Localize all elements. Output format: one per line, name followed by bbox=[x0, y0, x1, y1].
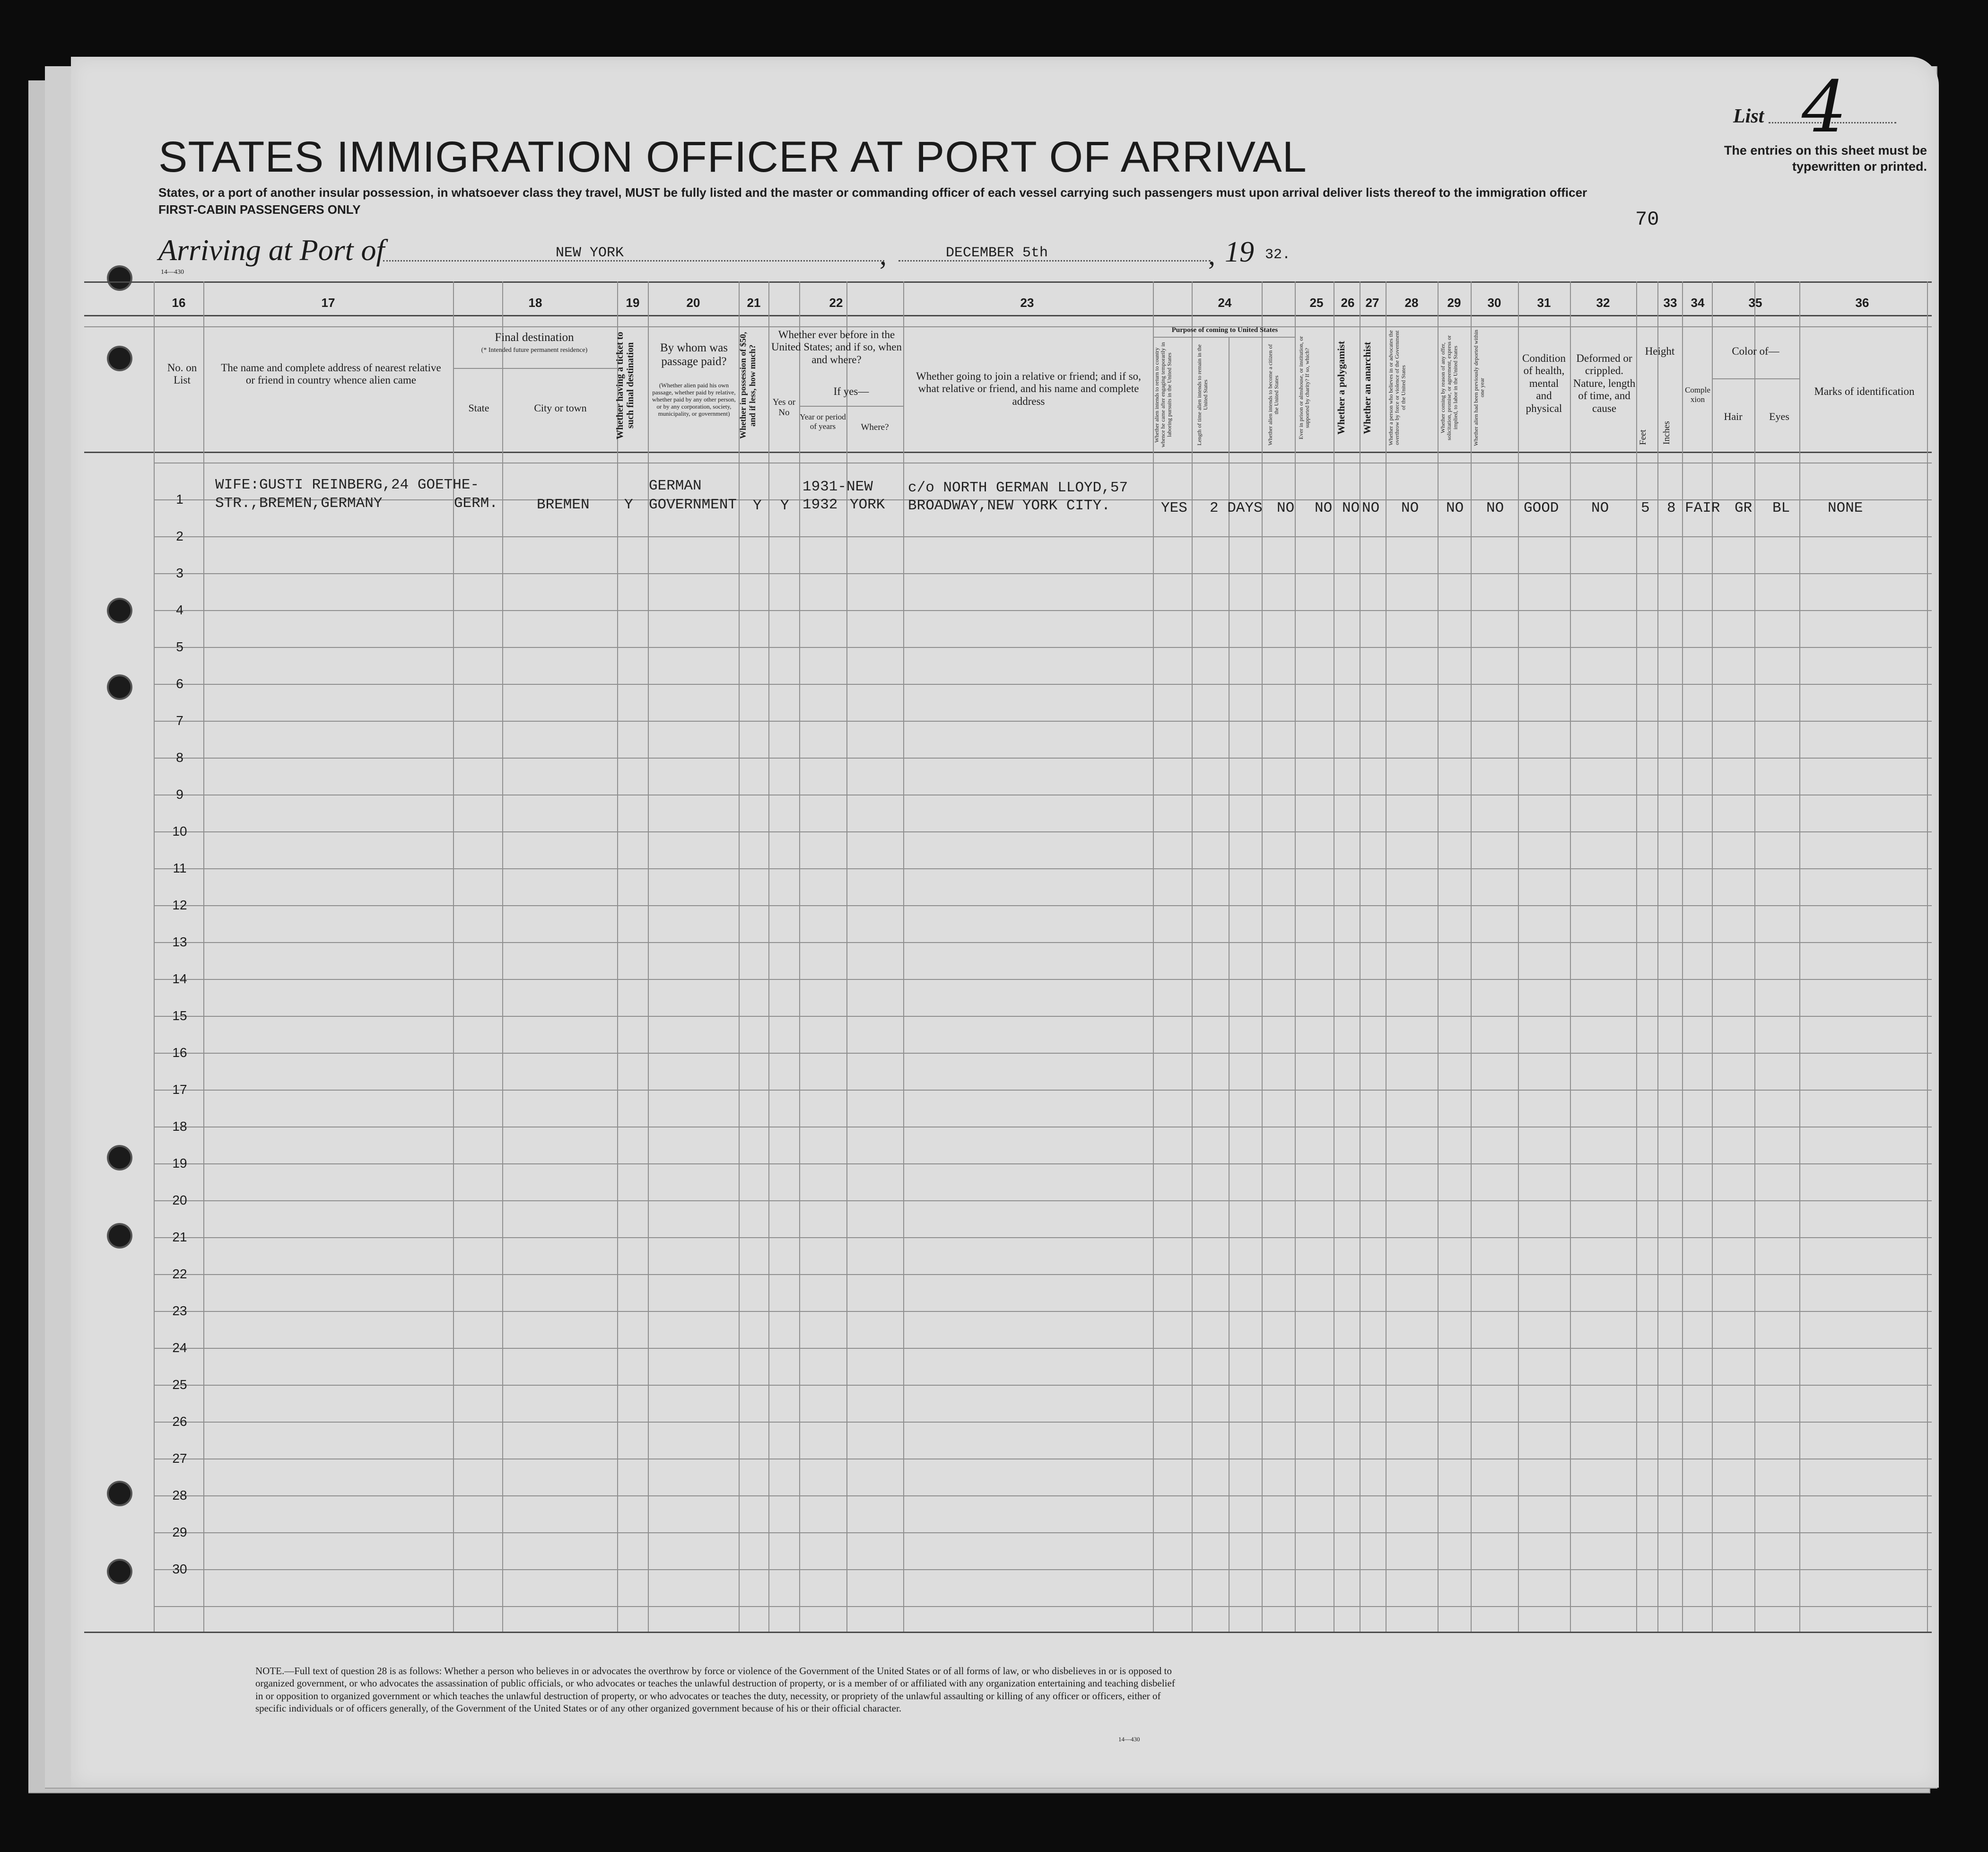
row-number: 26 bbox=[172, 1414, 187, 1429]
column-rule bbox=[1636, 281, 1637, 1632]
column-rule bbox=[1153, 281, 1154, 1632]
row-number: 4 bbox=[176, 603, 183, 617]
rule-dest-sub bbox=[454, 368, 617, 369]
row-rule bbox=[154, 1016, 1932, 1017]
header-prison: Ever in prison or almshouse, or institution, or supported by charity? If so, which? bbox=[1298, 336, 1311, 440]
row-number: 20 bbox=[172, 1193, 187, 1207]
entry-paid-line1: GERMAN bbox=[649, 478, 702, 494]
column-number: 30 bbox=[1487, 296, 1501, 310]
column-rule bbox=[1927, 281, 1928, 1632]
header-purpose-return: Whether alien intends to return to country whence he came after engaging temporarily in laboring pursuits in the United States bbox=[1153, 342, 1173, 448]
column-number: 27 bbox=[1365, 296, 1379, 310]
row-rule bbox=[154, 1385, 1932, 1386]
row-rule bbox=[154, 1237, 1932, 1238]
column-rule bbox=[1262, 281, 1263, 1632]
row-rule bbox=[154, 1311, 1932, 1312]
row-number: 22 bbox=[172, 1267, 187, 1281]
row-number: 8 bbox=[176, 750, 183, 765]
entry-feet: 5 bbox=[1641, 500, 1650, 516]
row-rule bbox=[154, 1569, 1932, 1570]
column-number: 31 bbox=[1537, 296, 1551, 310]
row-number: 15 bbox=[172, 1008, 187, 1023]
row-rule bbox=[154, 536, 1932, 537]
row-rule bbox=[154, 721, 1932, 722]
header-final-destination-note: (* Intended future permanent residence) bbox=[481, 347, 588, 354]
header-inches: Inches bbox=[1662, 421, 1672, 445]
column-number: 17 bbox=[321, 296, 335, 310]
list-number: 4 bbox=[1802, 66, 1847, 149]
row-rule bbox=[154, 1532, 1932, 1533]
column-number: 16 bbox=[172, 296, 186, 310]
row-rule bbox=[154, 1495, 1932, 1496]
column-number: 34 bbox=[1691, 296, 1705, 310]
header-final-destination: Final destination bbox=[495, 331, 574, 344]
row-rule bbox=[154, 979, 1932, 980]
row-rule bbox=[154, 610, 1932, 611]
column-rule bbox=[617, 281, 618, 1632]
header-eyes: Eyes bbox=[1769, 411, 1789, 422]
punch-hole bbox=[109, 267, 131, 289]
column-number: 33 bbox=[1663, 296, 1677, 310]
row-number: 16 bbox=[172, 1045, 187, 1060]
column-rule bbox=[1438, 281, 1439, 1632]
row-number: 12 bbox=[172, 898, 187, 912]
entry-relative-line2: STR.,BREMEN,GERMANY bbox=[215, 495, 383, 512]
entry-ticket: Y bbox=[624, 497, 633, 513]
column-rule bbox=[1295, 281, 1296, 1632]
header-anarchist: Whether an anarchist bbox=[1361, 341, 1373, 434]
year-prefix: 19 bbox=[1225, 236, 1254, 268]
entry-join-line1: c/o NORTH GERMAN LLOYD,57 bbox=[908, 480, 1128, 496]
header-complexion: Complexion bbox=[1685, 385, 1710, 404]
entry-hair: GR bbox=[1735, 500, 1753, 516]
column-rule bbox=[1682, 281, 1683, 1632]
column-number: 18 bbox=[528, 296, 542, 310]
row-number: 18 bbox=[172, 1119, 187, 1134]
entry-relative-line1: WIFE:GUSTI REINBERG,24 GOETHE- bbox=[215, 477, 480, 493]
row-number: 6 bbox=[176, 676, 183, 691]
row-rule bbox=[154, 868, 1932, 869]
row-number: 13 bbox=[172, 935, 187, 949]
column-number: 19 bbox=[626, 296, 640, 310]
entry-eyes: BL bbox=[1772, 500, 1790, 516]
column-number: 20 bbox=[686, 296, 700, 310]
header-purpose-length: Length of time alien intends to remain in the United States bbox=[1196, 344, 1209, 446]
row-rule bbox=[154, 1422, 1932, 1423]
header-polygamist: Whether a polygamist bbox=[1335, 341, 1347, 435]
column-number: 28 bbox=[1404, 296, 1419, 310]
column-rule bbox=[502, 281, 503, 1632]
list-label: List bbox=[1733, 105, 1764, 127]
column-number: 26 bbox=[1341, 296, 1355, 310]
entry-purpose-return: YES bbox=[1161, 500, 1187, 516]
row-number: 7 bbox=[176, 713, 183, 728]
column-number: 24 bbox=[1218, 296, 1232, 310]
header-nearest-relative: The name and complete address of nearest relative or friend in country whence alien came bbox=[221, 362, 441, 386]
entry-state: GERM. bbox=[454, 495, 498, 512]
entry-join-line2: BROADWAY,NEW YORK CITY. bbox=[908, 498, 1110, 514]
header-deported: Whether alien had been previously deported within one year bbox=[1473, 330, 1486, 446]
header-feet: Feet bbox=[1638, 429, 1648, 446]
footnote-question-28: NOTE.—Full text of question 28 is as follows: Whether a person who believes in or advocates the overthrow by force or violence of the Government of the United States or of all forms of law, or who disbelieves in or is opposed to organized government, or who advocates the assassination of public officials, or who advocates or teaches the unlawful destruction of property, or is a member of or affiliated with any organization entertaining and teaching disbelief in or opposition to organized government or which teaches the unlawful destruction of property, or who advocates or teaches the duty, necessity, or propriety of the unlawful assaulting or killing of any officer or officers, either of specific individuals or of officers generally, of the Government of the United States or of any other organized government because of his or their official character. bbox=[255, 1665, 1175, 1714]
row-rule bbox=[154, 758, 1932, 759]
punch-hole bbox=[109, 1225, 131, 1247]
row-rule bbox=[154, 905, 1932, 906]
form-title: STATES IMMIGRATION OFFICER AT PORT OF ARRIVAL bbox=[158, 133, 1307, 181]
header-if-yes: If yes— bbox=[833, 385, 869, 397]
column-rule bbox=[1754, 281, 1755, 1632]
column-number: 22 bbox=[829, 296, 843, 310]
entry-anarchist: NO bbox=[1362, 500, 1380, 516]
row-number: 10 bbox=[172, 824, 187, 839]
rule-purpose-sub bbox=[1154, 337, 1296, 338]
header-hair: Hair bbox=[1724, 411, 1743, 422]
entry-city: BREMEN bbox=[537, 497, 590, 513]
column-rule bbox=[1799, 281, 1800, 1632]
header-height: Height bbox=[1645, 345, 1675, 357]
rule-top bbox=[84, 281, 1932, 283]
header-purpose-citizen: Whether alien intends to become a citizen of the United States bbox=[1267, 344, 1280, 446]
year-suffix: 32. bbox=[1265, 247, 1291, 263]
rule-header-top bbox=[84, 315, 1932, 316]
header-ticket: Whether having a ticket to such final destination bbox=[615, 332, 636, 439]
entry-complexion: FAIR bbox=[1685, 500, 1720, 516]
date-value: DECEMBER 5th bbox=[946, 245, 1048, 261]
row-rule bbox=[154, 684, 1932, 685]
header-marks: Marks of identification bbox=[1814, 385, 1915, 397]
column-rule bbox=[799, 281, 800, 1632]
header-deformed: Deformed or crippled. Nature, length of time, and cause bbox=[1573, 352, 1636, 414]
entry-prison: NO bbox=[1315, 500, 1333, 516]
header-no-on-list: No. on List bbox=[167, 362, 197, 386]
comma-2: , bbox=[1208, 239, 1215, 271]
row-number: 21 bbox=[172, 1230, 187, 1244]
form-class-label: FIRST-CABIN PASSENGERS ONLY bbox=[158, 202, 361, 217]
form-code: 14—430 bbox=[161, 269, 184, 276]
form-sheet bbox=[71, 57, 1939, 1788]
entry-purpose-length: 2 DAYS bbox=[1210, 500, 1263, 516]
port-value: NEW YORK bbox=[556, 245, 624, 261]
row-rule bbox=[154, 573, 1932, 574]
header-fifty-dollars: Whether in possession of $50, and if less, how much? bbox=[738, 332, 757, 439]
entry-before-where-2: YORK bbox=[850, 497, 885, 513]
entry-before-where-1: NEW bbox=[846, 479, 873, 495]
row-number: 27 bbox=[172, 1451, 187, 1466]
row-rule bbox=[154, 1606, 1932, 1607]
column-rule bbox=[768, 281, 769, 1632]
port-underline bbox=[383, 260, 884, 262]
row-rule bbox=[154, 1274, 1932, 1275]
entry-polygamist: NO bbox=[1342, 500, 1360, 516]
entry-purpose-citizen: NO bbox=[1277, 500, 1295, 516]
header-join-relative: Whether going to join a relative or friend; and if so, what relative or friend, and his name and complete address bbox=[916, 370, 1141, 407]
header-yes-or-no: Yes or No bbox=[772, 397, 796, 418]
entry-overthrow: NO bbox=[1401, 500, 1419, 516]
column-rule bbox=[1471, 281, 1472, 1632]
header-ever-before: Whether ever before in the United States; and if so, when and where? bbox=[771, 329, 902, 366]
header-city-or-town: City or town bbox=[534, 402, 587, 414]
column-number: 25 bbox=[1309, 296, 1324, 310]
row-rule bbox=[154, 942, 1932, 943]
row-number: 19 bbox=[172, 1156, 187, 1171]
entry-deported: NO bbox=[1486, 500, 1504, 516]
column-rule bbox=[739, 281, 740, 1632]
entry-health: GOOD bbox=[1524, 500, 1559, 516]
comma-1: , bbox=[880, 239, 887, 271]
column-number: 23 bbox=[1020, 296, 1034, 310]
rule-color-sub bbox=[1712, 378, 1799, 379]
entry-before-yes-no: Y bbox=[780, 498, 789, 514]
column-rule bbox=[1712, 281, 1713, 1632]
row-number: 25 bbox=[172, 1377, 187, 1392]
row-number: 1 bbox=[176, 492, 183, 507]
column-number: 21 bbox=[747, 296, 761, 310]
header-where: Where? bbox=[861, 422, 889, 432]
entry-before-years-2: 1932 bbox=[802, 497, 838, 513]
entry-deformed: NO bbox=[1591, 500, 1609, 516]
entry-paid-line2: GOVERNMENT bbox=[649, 497, 737, 513]
row-number: 14 bbox=[172, 971, 187, 986]
entry-before-years-1: 1931- bbox=[802, 479, 847, 495]
header-year-period: Year or period of years bbox=[800, 412, 846, 431]
header-passage-paid: By whom was passage paid? bbox=[660, 341, 728, 368]
row-number: 3 bbox=[176, 566, 183, 580]
column-number: 36 bbox=[1855, 296, 1869, 310]
header-offer: Whether coming by reason of any offer, solicitation, promise, or agreement, express or implied, to labor in the United States bbox=[1439, 335, 1459, 440]
header-overthrow: Whether a person who believes in or advocates the overthrow by force or violence of the Government of the United States bbox=[1387, 330, 1407, 446]
column-rule bbox=[1192, 281, 1193, 1632]
form-instructions: States, or a port of another insular possession, in whatsoever class they travel, MUST be fully listed and the master or commanding officer of each vessel carrying such passengers must upon arrival deliver lists thereof to the immigration officer bbox=[158, 185, 1587, 200]
footer-form-code: 14—430 bbox=[1118, 1736, 1140, 1743]
row-number: 23 bbox=[172, 1303, 187, 1318]
punch-hole bbox=[109, 348, 131, 369]
row-number: 17 bbox=[172, 1082, 187, 1097]
header-health: Condition of health, mental and physical bbox=[1522, 352, 1566, 414]
column-rule bbox=[1657, 281, 1658, 1632]
row-number: 5 bbox=[176, 639, 183, 654]
entry-offer: NO bbox=[1446, 500, 1464, 516]
column-rule bbox=[1570, 281, 1571, 1632]
column-rule bbox=[903, 281, 904, 1632]
row-number: 2 bbox=[176, 529, 183, 543]
header-purpose: Purpose of coming to United States bbox=[1171, 326, 1278, 334]
column-number: 29 bbox=[1447, 296, 1461, 310]
row-number: 30 bbox=[172, 1562, 187, 1576]
row-number: 29 bbox=[172, 1525, 187, 1539]
row-rule bbox=[154, 831, 1932, 832]
row-rule bbox=[154, 1163, 1932, 1164]
row-number: 24 bbox=[172, 1340, 187, 1355]
arriving-label: Arriving at Port of bbox=[158, 233, 385, 267]
punch-hole bbox=[109, 1147, 131, 1169]
rule-ifyes-sub bbox=[799, 406, 903, 407]
entries-note: The entries on this sheet must be typewritten or printed. bbox=[1724, 143, 1927, 174]
row-rule bbox=[154, 1348, 1932, 1349]
column-number: 32 bbox=[1596, 296, 1610, 310]
row-rule bbox=[154, 1200, 1932, 1201]
row-rule bbox=[154, 647, 1932, 648]
rule-header-sub bbox=[84, 326, 1932, 327]
column-rule bbox=[1518, 281, 1519, 1632]
punch-hole bbox=[109, 1561, 131, 1582]
rule-table-bottom bbox=[84, 1632, 1932, 1633]
entry-marks: NONE bbox=[1828, 500, 1863, 516]
punch-hole bbox=[109, 676, 131, 698]
entry-inches: 8 bbox=[1667, 500, 1676, 516]
date-underline bbox=[898, 260, 1211, 262]
header-color: Color of— bbox=[1732, 345, 1779, 357]
header-passage-paid-note: (Whether alien paid his own passage, whether paid by relative, whether paid by any other person, or by any corporation, society, municipality, or government) bbox=[652, 382, 736, 417]
row-rule bbox=[154, 1053, 1932, 1054]
column-number: 35 bbox=[1748, 296, 1762, 310]
row-number: 28 bbox=[172, 1488, 187, 1503]
row-number: 11 bbox=[173, 861, 187, 875]
page-mark: 70 bbox=[1635, 208, 1659, 231]
header-state: State bbox=[468, 402, 489, 414]
punch-hole bbox=[109, 600, 131, 621]
punch-hole bbox=[109, 1483, 131, 1504]
row-rule bbox=[154, 1090, 1932, 1091]
entry-money: Y bbox=[753, 498, 762, 514]
row-number: 9 bbox=[176, 787, 183, 802]
